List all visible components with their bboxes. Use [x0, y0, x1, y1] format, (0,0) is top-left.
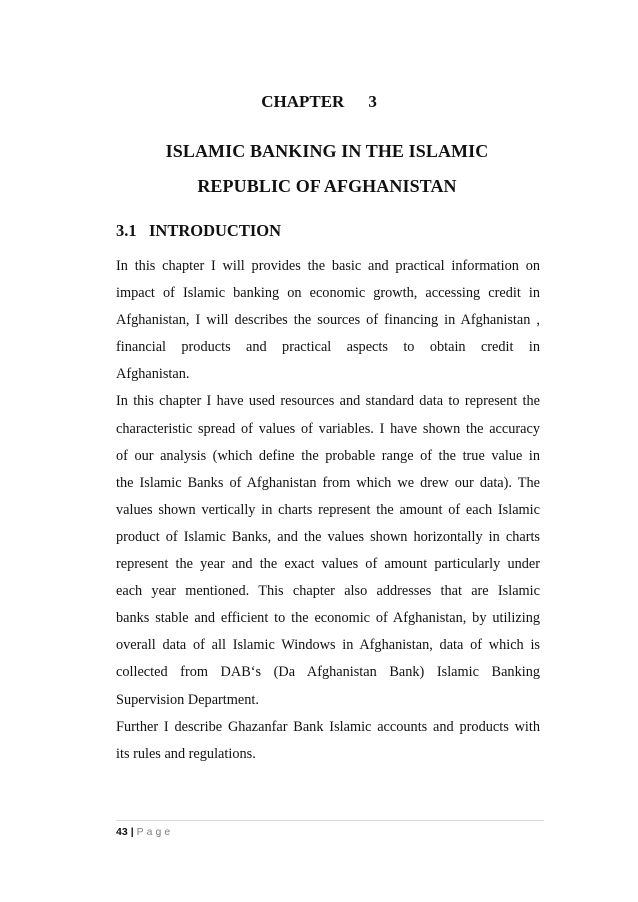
paragraph-1: [116, 253, 540, 388]
chapter-title-line-1: ISLAMIC BANKING IN THE ISLAMIC: [165, 141, 489, 161]
text-line: banks stable and efficient to the economic of Afghanistan, by utilizing: [116, 610, 540, 627]
text-line: impact of Islamic banking on economic growth, accessing credit in: [116, 285, 540, 302]
section-title: INTRODUCTION: [149, 221, 282, 240]
text-line: its rules and regulations.: [116, 745, 256, 762]
text-line: Afghanistan, I will describes the sources of financing in Afghanistan ,: [116, 312, 540, 329]
text-line: product of Islamic Banks, and the values shown horizontally in charts: [116, 528, 540, 545]
text-line: represent the year and the exact values of amount particularly under: [116, 556, 540, 573]
section-number: 3.1: [116, 221, 137, 240]
text-line: each year mentioned. This chapter also addresses that are Islamic: [116, 583, 540, 600]
text-line: Further I describe Ghazanfar Bank Islamic accounts and products with: [116, 718, 540, 735]
page-footer: [116, 826, 173, 838]
page-number: 43: [116, 826, 128, 838]
text-line: financial products and practical aspects to obtain credit in: [116, 339, 540, 356]
chapter-title-line-2: REPUBLIC OF AFGHANISTAN: [197, 176, 457, 196]
text-line: In this chapter I will provides the basic and practical information on: [116, 258, 540, 274]
text-line: the Islamic Banks of Afghanistan from which we drew our data). The: [116, 474, 540, 491]
footer-divider: [116, 820, 544, 821]
text-line: characteristic spread of values of variables. I have shown the accuracy: [116, 420, 540, 437]
chapter-label: [0, 92, 638, 112]
text-line: collected from DAB‘s (Da Afghanistan Bank) Islamic Banking: [116, 664, 540, 681]
chapter-word: CHAPTER: [261, 92, 345, 111]
text-line: Afghanistan.: [116, 366, 190, 383]
chapter-number: 3: [368, 92, 377, 111]
paragraph-3: [116, 714, 540, 768]
page-label: Page: [136, 826, 174, 838]
paragraph-2: [116, 388, 540, 713]
body-text: [116, 253, 540, 768]
text-line: overall data of all Islamic Windows in Afghanistan, data of which is: [116, 637, 540, 654]
text-line: values shown vertically in charts represent the amount of each Islamic: [116, 501, 540, 518]
text-line: In this chapter I have used resources and standard data to represent the: [116, 393, 540, 410]
text-line: Supervision Department.: [116, 691, 259, 708]
footer-separator: |: [130, 826, 134, 838]
section-heading: [116, 221, 281, 241]
text-line: of our analysis (which define the probable range of the true value in: [116, 447, 540, 464]
